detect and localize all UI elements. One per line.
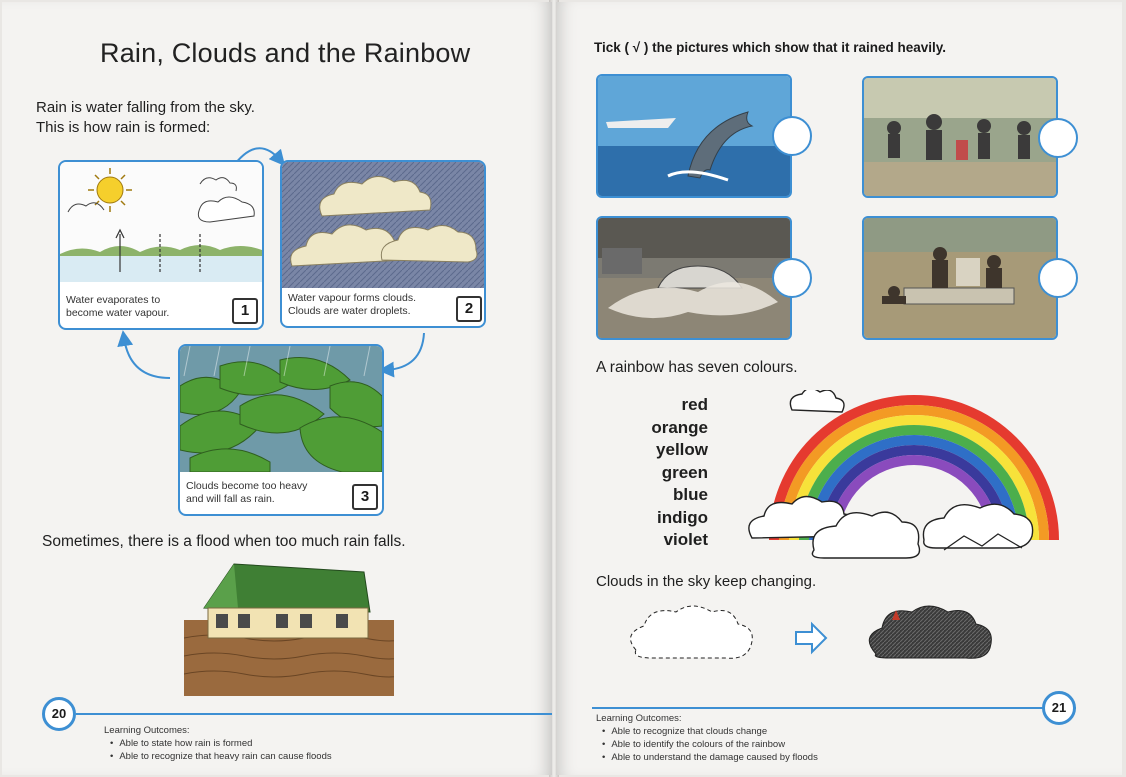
changing-clouds-illustration [616,598,1016,678]
cloud-small [790,390,844,412]
photo-flood-raft [862,216,1058,340]
intro-text-1: Rain is water falling from the sky. [36,99,255,116]
tick-instruction: Tick ( √ ) the pictures which show that it rained heavily. [594,40,946,55]
dark-cloud [869,606,991,658]
color-label-indigo: indigo [657,507,708,527]
color-label-green: green [661,462,708,482]
footer-line [592,707,1076,709]
page-number: 20 [42,697,76,731]
flood-text: Sometimes, there is a flood when too much rain falls. [42,533,406,550]
step-card-rain [178,344,384,516]
tick-circle-dolphin[interactable] [772,116,812,156]
evaporation-illustration [60,162,262,282]
step-number: 1 [232,298,258,324]
photo-flooded-car [596,216,792,340]
step-caption: Water vapour forms clouds. Clouds are water droplets. [288,292,416,317]
outcome-item: • Able to recognize that heavy rain can cause floods [110,750,332,763]
learning-outcomes: Learning Outcomes: • Able to recognize that clouds change • Able to identify the colours of the rainbow • Able to understand the damage caused by floods [596,712,818,764]
color-label-orange: orange [651,417,708,437]
learning-outcomes: Learning Outcomes: • Able to state how rain is formed • Able to recognize that heavy rain can cause floods [104,724,332,763]
outcome-item: • Able to recognize that clouds change [602,725,818,738]
step-caption: Clouds become too heavy and will fall as rain. [186,480,308,505]
photo-flood-crowd [862,76,1058,198]
clouds-illustration [282,162,484,288]
outcome-item: • Able to understand the damage caused by floods [602,751,818,764]
rainbow-color-list [620,394,708,552]
right-arrow-icon [796,624,826,652]
step-number: 3 [352,484,378,510]
color-label-blue: blue [673,485,708,504]
color-label-yellow: yellow [656,440,708,459]
step-caption: Water evaporates to become water vapour. [66,294,170,319]
step-card-evaporation [58,160,264,330]
outline-cloud [631,606,753,658]
page-number: 21 [1042,691,1076,725]
step-number: 2 [456,296,482,322]
left-page [2,2,552,775]
clouds-text: Clouds in the sky keep changing. [596,573,817,590]
rainbow-illustration [744,390,1064,570]
tick-circle-flood-raft[interactable] [1038,258,1078,298]
right-page [556,2,1122,775]
outcome-item: • Able to state how rain is formed [110,737,332,750]
footer-line [76,713,552,715]
rain-leaves-illustration [180,346,382,472]
photo-dolphin [596,74,792,198]
step-card-clouds [280,160,486,328]
flooded-house-illustration [184,558,394,696]
intro-text-2: This is how rain is formed: [36,119,211,136]
outcome-item: • Able to identify the colours of the rainbow [602,738,818,751]
tick-circle-flooded-car[interactable] [772,258,812,298]
color-label-red: red [681,395,708,414]
page-title: Rain, Clouds and the Rainbow [100,38,471,68]
color-label-violet: violet [663,530,708,549]
rainbow-text: A rainbow has seven colours. [596,359,798,376]
tick-circle-flood-crowd[interactable] [1038,118,1078,158]
